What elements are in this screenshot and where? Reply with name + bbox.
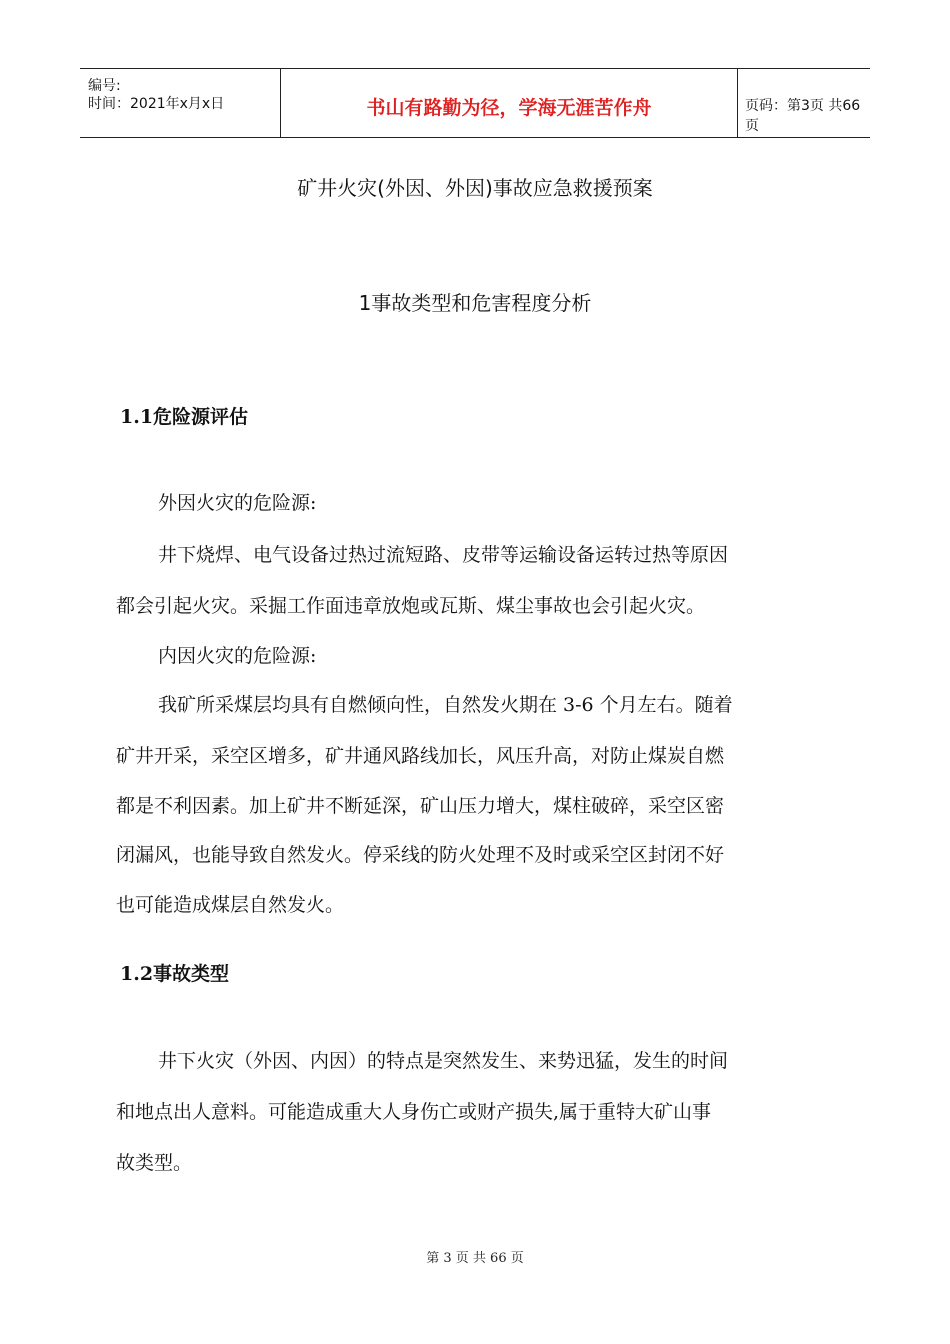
paragraph-line: 井下烧焊、电气设备过热过流短路、皮带等运输设备运转过热等原因	[158, 544, 729, 566]
paragraph-line: 我矿所采煤层均具有自燃倾向性，自然发火期在 3-6 个月左右。随着	[158, 694, 733, 716]
paragraph-line: 也可能造成煤层自然发火。	[116, 894, 345, 916]
number-label: 编号:	[88, 78, 121, 94]
paragraph-line: 都会引起火灾。采掘工作面违章放炮或瓦斯、煤尘事故也会引起火灾。	[116, 595, 706, 617]
header-table	[80, 68, 870, 138]
page-info: 页码：第3页 共66页	[745, 98, 861, 134]
paragraph-line: 和地点出人意料。可能造成重大人身伤亡或财产损失,属于重特大矿山事	[116, 1101, 712, 1123]
header-middle-cell	[280, 69, 738, 137]
section-title: 1事故类型和危害程度分析	[358, 291, 592, 315]
page-footer: 第 3 页 共 66 页	[426, 1251, 524, 1266]
paragraph-line: 都是不利因素。加上矿井不断延深，矿山压力增大，煤柱破碎，采空区密	[116, 795, 725, 817]
header-right-cell	[737, 69, 870, 137]
paragraph-line: 井下火灾（外因、内因）的特点是突然发生、来势迅猛，发生的时间	[158, 1050, 729, 1072]
paragraph-line: 外因火灾的危险源:	[158, 492, 317, 514]
paragraph-line: 故类型。	[116, 1152, 193, 1174]
document-title: 矿井火灾(外因、外因)事故应急救援预案	[297, 176, 653, 200]
paragraph-line: 内因火灾的危险源:	[158, 645, 317, 667]
subsection-title-1: 1.1危险源评估	[120, 406, 249, 428]
time-label: 时间：2021年x月x日	[88, 96, 225, 112]
paragraph-line: 矿井开采，采空区增多，矿井通风路线加长，风压升高，对防止煤炭自燃	[116, 745, 725, 767]
subsection-title-2: 1.2事故类型	[120, 963, 230, 985]
motto: 书山有路勤为径，学海无涯苦作舟	[366, 97, 652, 119]
paragraph-line: 闭漏风，也能导致自然发火。停采线的防火处理不及时或采空区封闭不好	[116, 844, 725, 866]
header-left-cell	[80, 69, 280, 137]
